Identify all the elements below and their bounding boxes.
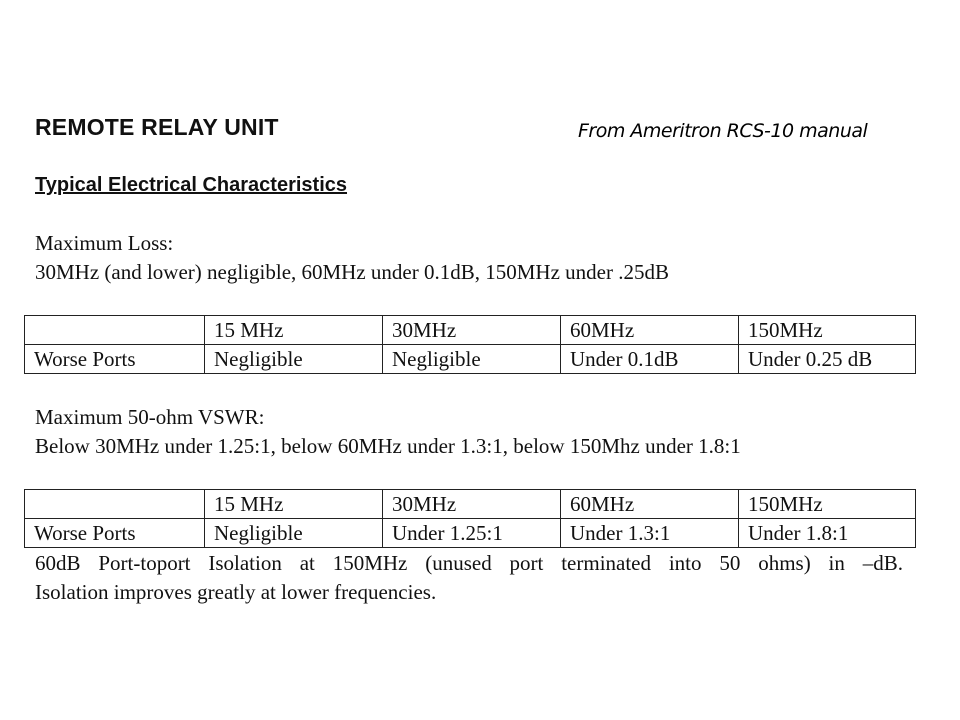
table-cell: 30MHz	[383, 490, 561, 519]
vswr-table	[24, 489, 916, 548]
isolation-line-2: Isolation improves greatly at lower frequencies.	[35, 580, 437, 604]
table-cell: Under 0.1dB	[561, 345, 739, 374]
section-subtitle: Typical Electrical Characteristics	[35, 174, 348, 196]
table-cell: 150MHz	[739, 490, 916, 519]
table-cell: Negligible	[383, 345, 561, 374]
isolation-paragraph	[35, 549, 903, 607]
table-cell: Under 0.25 dB	[739, 345, 916, 374]
table-cell: 15 MHz	[205, 490, 383, 519]
table-header-row	[25, 490, 916, 519]
table-cell: 60MHz	[561, 490, 739, 519]
table-cell: Under 1.3:1	[561, 519, 739, 548]
table-cell: Under 1.8:1	[739, 519, 916, 548]
loss-heading: Maximum Loss:	[35, 231, 174, 255]
table-header-row	[25, 316, 916, 345]
table-cell: 30MHz	[383, 316, 561, 345]
table-cell: Negligible	[205, 345, 383, 374]
table-row	[25, 345, 916, 374]
table-cell: Worse Ports	[25, 519, 205, 548]
vswr-heading: Maximum 50-ohm VSWR:	[35, 405, 265, 429]
table-cell: 60MHz	[561, 316, 739, 345]
table-cell: 150MHz	[739, 316, 916, 345]
table-row	[25, 519, 916, 548]
table-cell: 15 MHz	[205, 316, 383, 345]
table-cell: Worse Ports	[25, 345, 205, 374]
source-note: From Ameritron RCS-10 manual	[578, 120, 868, 142]
isolation-line-1: 60dB Port-toport Isolation at 150MHz (unused port terminated into 50 ohms) in –dB.	[35, 551, 903, 575]
loss-table	[24, 315, 916, 374]
table-cell	[25, 490, 205, 519]
loss-text: 30MHz (and lower) negligible, 60MHz under 0.1dB, 150MHz under .25dB	[35, 260, 669, 284]
table-cell: Negligible	[205, 519, 383, 548]
page-title: REMOTE RELAY UNIT	[35, 114, 279, 140]
table-cell	[25, 316, 205, 345]
vswr-text: Below 30MHz under 1.25:1, below 60MHz under 1.3:1, below 150Mhz under 1.8:1	[35, 434, 741, 458]
table-cell: Under 1.25:1	[383, 519, 561, 548]
